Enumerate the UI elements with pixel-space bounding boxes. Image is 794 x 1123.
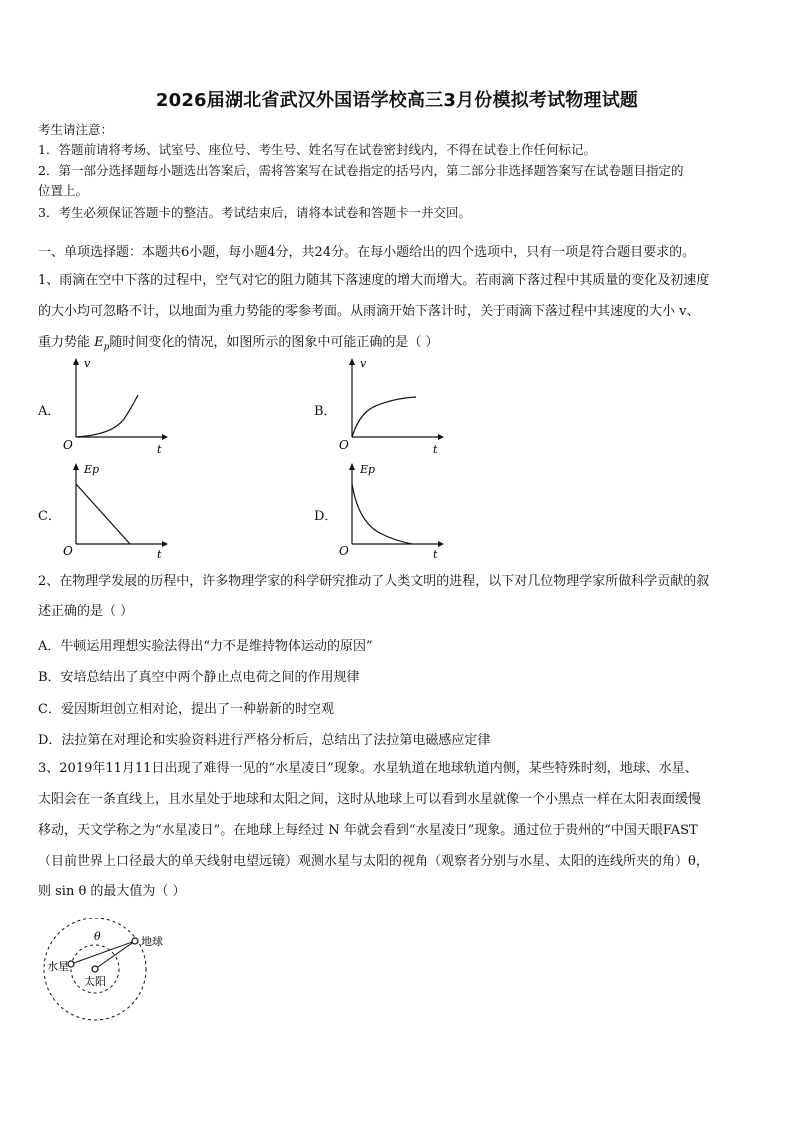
- earth-dot: [132, 938, 138, 944]
- sun-earth-line: [95, 941, 135, 969]
- q2-line-2: 述正确的是（ ）: [38, 604, 134, 619]
- sun-dot: [92, 966, 98, 972]
- q1-line-1: 1、雨滴在空中下落的过程中，空气对它的阻力随其下落速度的增大而增大。若雨滴下落过程中其质量的变化及初速度: [38, 273, 710, 288]
- q2-option-d: D．法拉第在对理论和实验资料进行严格分析后，总结出了法拉第电磁感应定律: [38, 733, 491, 748]
- q1-b-origin: O: [339, 438, 349, 452]
- q1-a-origin: O: [63, 438, 73, 452]
- section-heading: 一、单项选择题：本题共6小题，每小题4分，共24分。在每小题给出的四个选项中，只有一项是符合题目要求的。: [38, 245, 696, 260]
- q3-line-3: 移动，天文学称之为“水星凌日”。在地球上每经过 N 年就会看到“水星凌日”现象。通过位于贵州的“中国天眼FAST: [38, 823, 698, 838]
- q2-option-a: A．牛顿运用理想实验法得出“力不是维持物体运动的原因”: [38, 639, 373, 654]
- q1-graph-d: [338, 460, 448, 560]
- notice-item-2: 2．第一部分选择题每小题选出答案后，需将答案写在试卷指定的括号内，第二部分非选择题答案写在试卷题目指定的: [38, 163, 684, 178]
- q1-b-xlabel: t: [433, 443, 438, 455]
- q1-c-ylabel: Ep: [84, 463, 100, 476]
- q1-line-3b: 随时间变化的情况，如图所示的图象中可能正确的是（ ）: [109, 335, 439, 350]
- earth-label: 地球: [141, 935, 163, 948]
- q1-b-ylabel: v: [360, 357, 367, 370]
- q1-a-ylabel: v: [84, 357, 91, 370]
- q3-line-5: 则 sin θ 的最大值为（ ）: [38, 884, 186, 899]
- q3-line-4: （目前世界上口径最大的单天线射电望远镜）观测水星与太阳的视角（观察者分别与水星、太阳的连线所夹的角）θ，: [38, 854, 709, 869]
- q1-graph-c: [62, 460, 172, 560]
- q1-c-origin: O: [63, 544, 73, 558]
- notice-heading: 考生请注意：: [38, 122, 114, 137]
- q1-option-c-label: C．: [38, 509, 61, 524]
- q3-orbit-diagram: [38, 918, 178, 1030]
- q1-ep-symbol: E: [94, 335, 104, 350]
- q1-option-d-label: D．: [314, 509, 338, 524]
- q1-graph-b: [338, 355, 448, 455]
- mercury-earth-line: [71, 941, 135, 964]
- q1-graph-a: [62, 355, 172, 455]
- q1-d-xlabel: t: [433, 548, 438, 560]
- notice-item-3: 3．考生必须保证答题卡的整洁。考试结束后，请将本试卷和答题卡一并交回。: [38, 205, 471, 220]
- q2-option-c: C．爱因斯坦创立相对论，提出了一种崭新的时空观: [38, 702, 334, 717]
- q1-line-3a: 重力势能: [38, 335, 95, 350]
- q1-c-xlabel: t: [157, 548, 162, 560]
- q3-line-1: 3、2019年11月11日出现了难得一见的“水星凌日”现象。水星轨道在地球轨道内侧，某些特殊时刻，地球、水星、: [38, 761, 698, 776]
- q2-line-1: 2、在物理学发展的历程中，许多物理学家的科学研究推动了人类文明的进程，以下对几位物理学家所做科学贡献的叙: [38, 574, 710, 589]
- q1-line-3: [38, 334, 439, 357]
- q1-option-a-label: A．: [38, 404, 61, 419]
- q1-ep-sub: p: [103, 342, 110, 353]
- q1-line-2: 的大小均可忽略不计，以地面为重力势能的零参考面。从雨滴开始下落计时，关于雨滴下落过程中其速度的大小 v、: [38, 304, 700, 319]
- q2-option-b: B．安培总结出了真空中两个静止点电荷之间的作用规律: [38, 670, 360, 685]
- q1-d-ylabel: Ep: [360, 463, 376, 476]
- page-title: 2026届湖北省武汉外国语学校高三3月份模拟考试物理试题: [155, 90, 639, 111]
- sun-label: 太阳: [84, 975, 106, 988]
- theta-label: θ: [94, 930, 101, 943]
- notice-item-1: 1．答题前请将考场、试室号、座位号、考生号、姓名写在试卷密封线内，不得在试卷上作任何标记。: [38, 142, 596, 157]
- q1-d-origin: O: [339, 544, 349, 558]
- notice-item-2-cont: 位置上。: [38, 183, 89, 198]
- q1-option-b-label: B．: [314, 404, 337, 419]
- mercury-label: 水星: [47, 960, 69, 973]
- q3-line-2: 太阳会在一条直线上，且水星处于地球和太阳之间，这时从地球上可以看到水星就像一个小黑点一样在太阳表面缓慢: [38, 792, 702, 807]
- q1-a-xlabel: t: [157, 443, 162, 455]
